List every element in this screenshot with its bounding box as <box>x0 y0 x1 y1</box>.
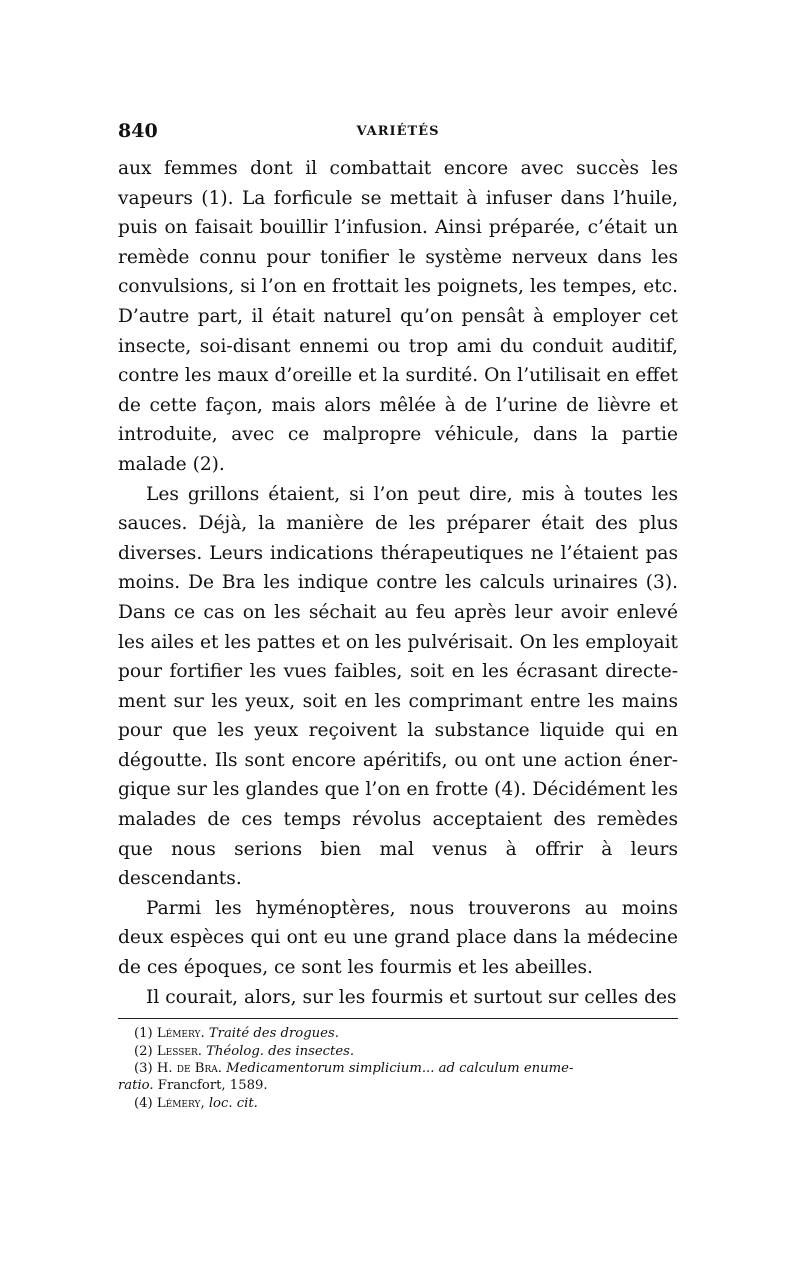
text-line: pour que les yeux reçoivent la substance liquide qui en <box>118 720 678 742</box>
text-line: Les grillons étaient, si l’on peut dire, mis à toutes les <box>146 483 678 505</box>
footnote-author: Lémery. <box>156 1026 205 1042</box>
footnote-marker: (2) <box>134 1043 153 1059</box>
text-line: Dans ce cas on les séchait au feu après leur avoir enlevé les <box>118 601 678 653</box>
footnote-title: Medicamentorum simplicium... ad calculum enume- <box>226 1061 574 1077</box>
text-line: Il courait, alors, sur les fourmis et surtout sur celles des <box>146 986 677 1008</box>
text-line: introduite, avec ce malpropre véhicule, dans la partie <box>118 424 678 446</box>
footnote-rule <box>118 1018 678 1019</box>
text-line: diverses. Leurs indications thérapeutiques ne l’étaient pas <box>118 542 678 564</box>
text-line: vapeurs (1). La forficule se mettait à infuser dans l’huile, <box>118 187 678 209</box>
footnote-1 <box>118 1025 678 1042</box>
footnote-title: Traité des drogues. <box>208 1026 339 1042</box>
text-line: sauces. Déjà, la manière de les préparer était des plus <box>118 513 678 535</box>
text-line: espèces qui ont eu une grand place dans la médecine de ces <box>118 927 678 979</box>
text-line: pour fortifier les vues faibles, soit en les écrasant directe- <box>118 661 678 683</box>
text-line: moins. De Bra les indique contre les calculs urinaires (3). <box>118 572 678 594</box>
footnote-author: Lesser. <box>156 1043 202 1059</box>
text-line: malade (2). <box>118 453 225 475</box>
footnote-title-continued: ratio. <box>118 1078 154 1094</box>
text-line: contre les maux d’oreille et la surdité. On l’utilisait en effet <box>118 365 678 387</box>
footnote-2 <box>118 1043 678 1060</box>
footnote-author: Lémery, <box>156 1095 205 1111</box>
footnote-3-continued <box>118 1077 678 1094</box>
footnote-4 <box>118 1095 678 1112</box>
footnote-marker: (3) <box>134 1061 153 1077</box>
text-line: aux femmes dont il combattait encore avec succès les <box>118 158 678 179</box>
footnote-title: Théolog. des insectes. <box>206 1043 355 1059</box>
running-title: VARIÉTÉS <box>356 124 440 139</box>
page-number: 840 <box>118 120 158 142</box>
text-line: insecte, soi-disant ennemi ou trop ami du conduit auditif, <box>118 335 678 357</box>
footnote-imprint: Francfort, 1589. <box>157 1078 268 1094</box>
text-line: de cette façon, mais alors mêlée à de l’urine de lièvre et <box>118 394 678 416</box>
footnote-title: loc. cit. <box>208 1095 258 1111</box>
text-line: puis on faisait bouillir l’infusion. Ainsi préparée, c’était un <box>118 217 678 239</box>
text-line: nous serions bien mal venus à offrir à leurs descendants. <box>118 838 678 890</box>
text-line: Parmi les hyménoptères, nous trouverons au moins deux <box>118 897 678 949</box>
paragraph-4 <box>118 983 678 1013</box>
footnote-marker: (1) <box>134 1026 153 1042</box>
text-line: convulsions, si l’on en frottait les poignets, les tempes, etc. <box>118 276 678 298</box>
running-head <box>118 112 678 146</box>
footnote-author: H. de Bra. <box>156 1061 222 1077</box>
footnote-marker: (4) <box>134 1095 153 1111</box>
text-line: dégoutte. Ils sont encore apéritifs, ou ont une action éner- <box>118 749 678 771</box>
text-line: remède connu pour tonifier le système nerveux dans les <box>118 246 678 268</box>
text-line: époques, ce sont les fourmis et les abeilles. <box>183 957 593 979</box>
paragraph-3 <box>118 894 678 983</box>
paragraph-1 <box>118 154 678 480</box>
document-page <box>118 112 678 1112</box>
text-line: gique sur les glandes que l’on en frotte (4). Décidément les <box>118 779 678 801</box>
text-line: malades de ces temps révolus acceptaient des remèdes que <box>118 809 678 860</box>
text-line: ailes et les pattes et on les pulvérisait. On les employait <box>150 631 678 653</box>
paragraph-2 <box>118 480 678 894</box>
text-line: D’autre part, il était naturel qu’on pensât à employer cet <box>118 305 678 327</box>
body-text <box>118 154 678 1012</box>
footnote-3 <box>118 1060 678 1077</box>
footnotes <box>118 1025 678 1112</box>
text-line: ment sur les yeux, soit en les comprimant entre les mains <box>118 690 678 712</box>
